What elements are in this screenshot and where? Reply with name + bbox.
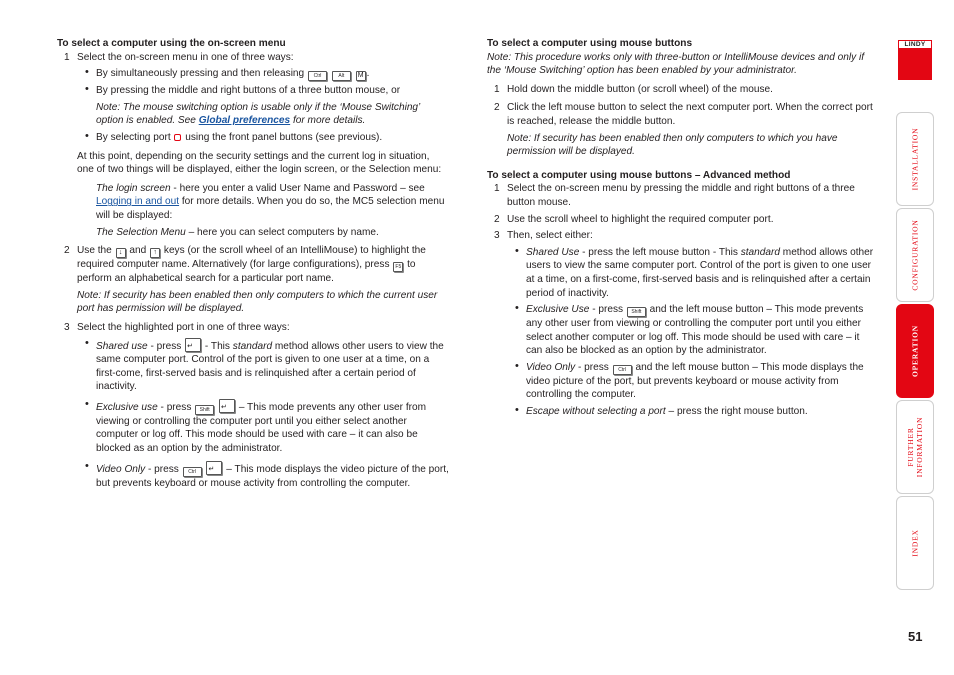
login-screen-description <box>57 182 449 223</box>
note-security: Note: If security has been enabled then only computers to which you have permission will be displayed. <box>507 132 838 158</box>
bullet: • <box>515 244 519 257</box>
shift-key-icon: Shift <box>627 307 646 317</box>
note-security: Note: If security has been enabled then only computers to which the current user port has permission will be displayed. <box>77 289 438 315</box>
ctrl-key-icon: Ctrl <box>308 71 327 81</box>
ctrl-key-icon: Ctrl <box>613 365 632 375</box>
page-number: 51 <box>908 629 923 644</box>
step-1 <box>487 83 877 97</box>
enter-key-icon <box>185 338 201 352</box>
bullet: • <box>85 336 89 349</box>
step-number: 3 <box>494 230 500 242</box>
note-text: Note: The mouse switching option is usable only if the ‘Mouse Switching’ option is enabled. See <box>96 101 420 127</box>
term-video-only: Video Only <box>526 361 576 373</box>
step-number: 2 <box>494 213 500 225</box>
step-text: Use the scroll wheel to highlight the required computer port. <box>507 213 774 225</box>
tab-label: OPERATION <box>910 324 920 378</box>
step-number: 1 <box>64 51 70 63</box>
description-text: – here you can select computers by name. <box>185 226 379 238</box>
step-text: Use the <box>77 245 112 257</box>
list-item <box>57 131 449 145</box>
step-1 <box>487 182 877 209</box>
step-text: Then, select either: <box>507 230 593 242</box>
list-item-exclusive-use <box>57 399 449 456</box>
term-video-only: Video Only <box>96 463 146 475</box>
tab-label: CONFIGURATION <box>910 219 920 291</box>
global-preferences-link[interactable]: Global preferences <box>198 115 291 127</box>
step-2 <box>487 101 877 128</box>
tab-further-information[interactable] <box>896 400 934 494</box>
step-text: and <box>129 245 147 257</box>
bullet: • <box>515 359 519 372</box>
bullet: • <box>85 459 89 472</box>
list-item-video-only <box>57 461 449 491</box>
down-arrow-key-icon: ↓ <box>116 248 126 258</box>
right-column <box>487 37 877 419</box>
step-number: 1 <box>494 183 500 195</box>
tab-installation[interactable] <box>896 112 934 206</box>
bullet: • <box>85 66 89 79</box>
m-key-icon: M <box>356 71 366 81</box>
bullet: • <box>85 129 89 142</box>
list-item-shared-use <box>487 246 877 300</box>
step-number: 2 <box>494 102 500 114</box>
step-text: Hold down the middle button (or scroll wheel) of the mouse. <box>507 83 773 95</box>
item-text: - press <box>575 361 609 373</box>
tab-configuration[interactable] <box>896 208 934 302</box>
section-heading-onscreen-menu: To select a computer using the on-screen menu <box>57 38 286 49</box>
enter-key-icon <box>219 399 235 413</box>
term-exclusive-use: Exclusive use <box>96 401 158 413</box>
ctrl-key-icon: Ctrl <box>183 467 202 477</box>
note-mouse-devices: Note: This procedure works only with three-button or IntelliMouse devices and only if the ‘Mouse Switching’ option has been enabled by your administrator. <box>487 51 865 77</box>
step-text: Select the highlighted port in one of three ways: <box>77 321 290 333</box>
item-text: method allows other users to view the same computer port. Control of the port is given to one user at a time, on a first-come, first-served basis and is relinquished after a certain period of inactivity. <box>526 246 874 299</box>
lindy-logo <box>898 40 932 80</box>
item-text: – This mode prevents any other user from viewing or controlling the computer port until you either select another computer or log off. This mode should be used with care – it can also be blocked as an option by the administrator. <box>96 401 427 455</box>
port-icon <box>174 134 181 141</box>
list-item <box>57 84 449 98</box>
item-text: By selecting port <box>96 131 171 143</box>
description-text: - here you enter a valid User Name and Password – see <box>170 182 425 194</box>
logging-in-and-out-link[interactable]: Logging in and out <box>96 196 180 208</box>
item-text: - press the left mouse button - This <box>579 246 741 258</box>
alt-key-icon: Alt <box>332 71 351 81</box>
step-text: to perform an alphabetical search for a particular port name. <box>77 259 416 285</box>
step-3 <box>487 229 877 243</box>
item-text: - press <box>589 304 624 316</box>
bullet: • <box>85 83 89 96</box>
bullet: • <box>85 397 89 410</box>
term-selection-menu: The Selection Menu <box>96 226 186 238</box>
list-item-shared-use <box>57 338 449 394</box>
selection-menu-description <box>57 226 449 240</box>
left-column <box>57 37 449 490</box>
item-text: method allows other users to view the same computer port. Control of the port is given to one user at a time, on a first-come, first-served basis and is relinquished after a certain period of inactivity. <box>96 340 444 393</box>
step-number: 1 <box>494 83 500 95</box>
item-text: - This <box>204 340 233 352</box>
item-text: – press the right mouse button. <box>665 406 808 418</box>
term-shared-use: Shared use <box>96 340 148 352</box>
term-standard: standard <box>232 340 273 352</box>
item-text-end: using the front panel buttons (see previous). <box>185 131 383 143</box>
item-text: - press <box>147 340 182 352</box>
enter-key-icon <box>206 461 222 475</box>
note-mouse-switching <box>57 101 449 128</box>
item-text: - press <box>157 401 192 413</box>
f5-key-icon: F5 <box>393 262 403 272</box>
step-number: 2 <box>64 245 70 257</box>
item-text-end: . <box>366 68 370 80</box>
item-text: By simultaneously pressing and then releasing <box>96 68 305 80</box>
item-text: – This mode displays the video picture of the port, but prevents keyboard or mouse activity from controlling the computer. <box>96 463 449 489</box>
list-item-exclusive-use <box>487 303 877 358</box>
step-text: Select the on-screen menu in one of three ways: <box>77 51 294 63</box>
step-2 <box>487 213 877 227</box>
paragraph-login-situation: At this point, depending on the security settings and the current log in situation, one of two things will be displayed, either the login screen, or the Selection menu: <box>77 150 442 176</box>
tab-label: INSTALLATION <box>910 127 920 191</box>
list-item <box>57 67 449 81</box>
step-text: Select the on-screen menu by pressing the middle and right buttons of a three button mouse. <box>507 183 855 208</box>
step-text: keys (or the scroll wheel of an IntelliMouse) to highlight the required computer name. Alternatively (for large configurations), press <box>77 245 426 271</box>
tab-label: INDEX <box>910 529 920 557</box>
step-3 <box>57 321 449 335</box>
item-text: and the left mouse button – This mode displays the video picture of the port, but prevents keyboard or mouse activity from controlling the computer. <box>526 361 864 401</box>
section-heading-advanced: To select a computer using mouse buttons – Advanced method <box>487 169 791 181</box>
item-text: - press <box>145 463 179 475</box>
term-login-screen: The login screen <box>96 182 171 194</box>
term-exclusive-use: Exclusive Use <box>526 304 590 316</box>
section-heading-mouse-buttons: To select a computer using mouse buttons <box>487 38 693 49</box>
logo-text: LINDY <box>898 40 932 49</box>
item-text: and the left mouse button – This mode prevents any other user from viewing or controlling the computer port until you either select another computer or log off. This mode should be used with care – it can also be blocked as an option by the administrator. <box>526 304 864 357</box>
bullet: • <box>515 302 519 315</box>
tab-label: FURTHER INFORMATION <box>906 416 924 478</box>
step-number: 3 <box>64 321 70 333</box>
step-2 <box>57 244 449 286</box>
up-arrow-key-icon: ↑ <box>150 248 160 258</box>
list-item-escape <box>487 405 877 419</box>
term-escape: Escape without selecting a port <box>526 406 666 418</box>
item-text: By pressing the middle and right buttons of a three button mouse, or <box>96 85 401 97</box>
tab-index[interactable] <box>896 496 934 590</box>
tab-operation[interactable] <box>896 304 934 398</box>
note-text-end: for more details. <box>290 115 366 127</box>
list-item-video-only <box>487 361 877 402</box>
term-standard: standard <box>740 246 780 258</box>
term-shared-use: Shared Use <box>526 246 580 258</box>
shift-key-icon: Shift <box>195 405 214 415</box>
step-1 <box>57 51 449 65</box>
bullet: • <box>515 404 519 417</box>
step-text: Click the left mouse button to select the next computer port. When the correct port is reached, release the middle button. <box>507 102 873 127</box>
description-text-end: for more details. When you do so, the MC5 selection menu will be displayed: <box>96 196 445 221</box>
